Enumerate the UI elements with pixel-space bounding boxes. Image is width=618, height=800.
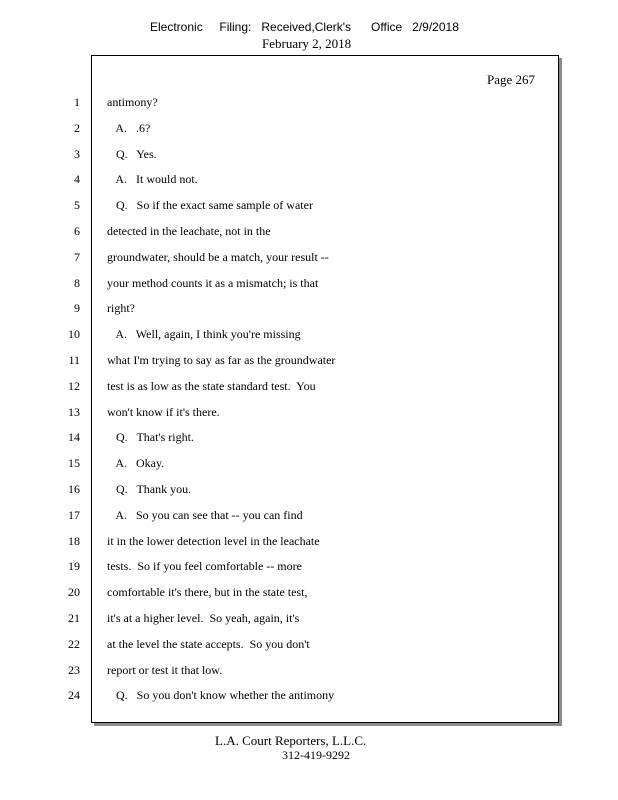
line-text: Q. So if the exact same sample of water bbox=[107, 198, 313, 212]
line-number: 15 bbox=[68, 456, 80, 470]
line-text: comfortable it's there, but in the state test, bbox=[107, 585, 308, 599]
line-text: A. Okay. bbox=[107, 456, 165, 470]
line-text: at the level the state accepts. So you don't bbox=[107, 637, 310, 651]
court-reporter-phone: 312-419-9292 bbox=[282, 748, 350, 762]
line-number: 3 bbox=[74, 147, 80, 161]
line-number: 24 bbox=[68, 688, 80, 702]
line-text: tests. So if you feel comfortable -- more bbox=[107, 559, 302, 573]
court-reporter-name: L.A. Court Reporters, L.L.C. bbox=[215, 733, 367, 748]
line-number: 8 bbox=[74, 276, 80, 290]
line-text: detected in the leachate, not in the bbox=[107, 224, 271, 238]
line-text: A. So you can see that -- you can find bbox=[107, 508, 303, 522]
line-text: report or test it that low. bbox=[107, 663, 223, 677]
line-text: A. Well, again, I think you're missing bbox=[107, 327, 301, 341]
line-number: 21 bbox=[68, 611, 80, 625]
line-text: right? bbox=[107, 301, 135, 315]
line-number: 7 bbox=[74, 250, 80, 264]
filing-date: February 2, 2018 bbox=[262, 36, 352, 51]
line-text: test is as low as the state standard test. You bbox=[107, 379, 316, 393]
line-text: Q. Yes. bbox=[107, 147, 157, 161]
line-number: 10 bbox=[68, 327, 80, 341]
line-number: 16 bbox=[68, 482, 80, 496]
page-number: Page 267 bbox=[487, 72, 536, 87]
line-number: 14 bbox=[68, 430, 80, 444]
line-number: 19 bbox=[68, 559, 80, 573]
line-text: A. It would not. bbox=[107, 172, 198, 186]
line-text: groundwater, should be a match, your result -- bbox=[107, 250, 329, 264]
line-number: 2 bbox=[74, 121, 80, 135]
line-number: 11 bbox=[68, 353, 80, 367]
line-text: Q. That's right. bbox=[107, 430, 194, 444]
line-number: 12 bbox=[68, 379, 80, 393]
line-number: 5 bbox=[74, 198, 80, 212]
line-number: 13 bbox=[68, 405, 80, 419]
line-number: 20 bbox=[68, 585, 80, 599]
line-text: Q. Thank you. bbox=[107, 482, 192, 496]
line-number: 23 bbox=[68, 663, 80, 677]
line-number: 9 bbox=[74, 301, 80, 315]
line-text: A. .6? bbox=[107, 121, 151, 135]
line-text: your method counts it as a mismatch; is that bbox=[107, 276, 319, 290]
line-text: antimony? bbox=[107, 95, 158, 109]
line-number: 1 bbox=[74, 95, 80, 109]
filing-stamp: Electronic Filing: Received,Clerk's Office 2/9/2018 bbox=[150, 20, 459, 34]
line-text: won't know if it's there. bbox=[107, 405, 220, 419]
line-number: 4 bbox=[74, 172, 80, 186]
line-text: what I'm trying to say as far as the groundwater bbox=[107, 353, 336, 367]
line-number: 18 bbox=[68, 534, 80, 548]
line-number: 6 bbox=[74, 224, 80, 238]
line-number: 17 bbox=[68, 508, 80, 522]
line-text: it in the lower detection level in the leachate bbox=[107, 534, 320, 548]
line-number: 22 bbox=[68, 637, 80, 651]
line-text: it's at a higher level. So yeah, again, it's bbox=[107, 611, 300, 625]
line-text: Q. So you don't know whether the antimony bbox=[107, 688, 335, 702]
